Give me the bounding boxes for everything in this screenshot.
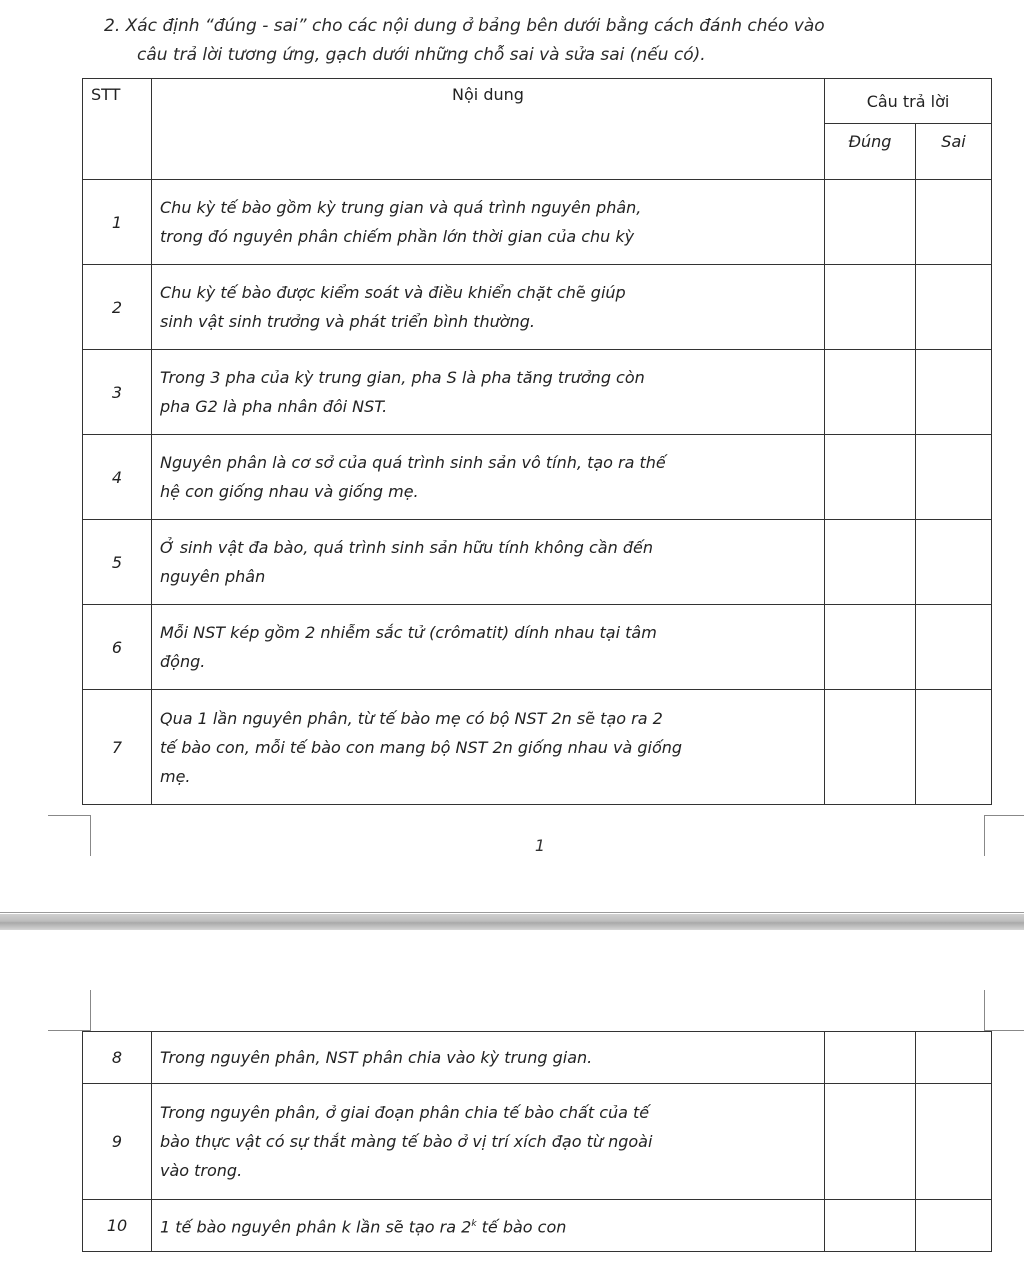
answer-true-cell[interactable] <box>825 180 916 265</box>
answer-false-cell[interactable] <box>916 350 992 435</box>
table-row <box>83 520 992 605</box>
page-number: 1 <box>534 836 546 855</box>
answer-true-cell[interactable] <box>825 520 916 605</box>
answer-true-cell[interactable] <box>825 350 916 435</box>
page-break-line <box>0 912 1024 913</box>
answer-true-cell[interactable] <box>825 605 916 690</box>
header-stt: STT <box>83 79 152 180</box>
answer-true-cell[interactable] <box>825 265 916 350</box>
table-row <box>83 1200 992 1252</box>
answer-true-cell[interactable] <box>825 690 916 805</box>
answer-true-cell[interactable] <box>825 1084 916 1200</box>
row-content: Trong nguyên phân, NST phân chia vào kỳ trung gian. <box>152 1032 825 1084</box>
instruction <box>104 12 984 70</box>
row-number: 7 <box>83 690 152 805</box>
instruction-line-2: câu trả lời tương ứng, gạch dưới những chỗ sai và sửa sai (nếu có). <box>137 45 706 65</box>
row-number: 5 <box>83 520 152 605</box>
table-row <box>83 435 992 520</box>
answer-false-cell[interactable] <box>916 435 992 520</box>
row-content: Qua 1 lần nguyên phân, từ tế bào mẹ có bộ NST 2n sẽ tạo ra 2 tế bào con, mỗi tế bào con mang bộ NST 2n giống nhau và giống mẹ. <box>152 690 825 805</box>
answer-false-cell[interactable] <box>916 605 992 690</box>
table-row <box>83 605 992 690</box>
row-content: Trong nguyên phân, ở giai đoạn phân chia tế bào chất của tế bào thực vật có sự thắt màng tế bào ở vị trí xích đạo từ ngoài vào trong. <box>152 1084 825 1200</box>
table-row <box>83 350 992 435</box>
row-number: 1 <box>83 180 152 265</box>
instruction-line-1: 2. Xác định “đúng - sai” cho các nội dung ở bảng bên dưới bằng cách đánh chéo vào <box>104 16 825 36</box>
answer-true-cell[interactable] <box>825 435 916 520</box>
row-number: 10 <box>83 1200 152 1252</box>
answer-false-cell[interactable] <box>916 1084 992 1200</box>
page-corner-mark <box>48 990 91 1031</box>
row-number: 3 <box>83 350 152 435</box>
row-content: Chu kỳ tế bào được kiểm soát và điều khiển chặt chẽ giúp sinh vật sinh trưởng và phát triển bình thường. <box>152 265 825 350</box>
page-corner-mark <box>48 815 91 856</box>
answer-false-cell[interactable] <box>916 520 992 605</box>
answer-false-cell[interactable] <box>916 265 992 350</box>
header-content: Nội dung <box>152 79 825 180</box>
header-false: Sai <box>916 124 992 180</box>
page-break <box>0 914 1024 930</box>
header-true: Đúng <box>825 124 916 180</box>
row-content: Nguyên phân là cơ sở của quá trình sinh sản vô tính, tạo ra thế hệ con giống nhau và giống mẹ. <box>152 435 825 520</box>
answer-true-cell[interactable] <box>825 1032 916 1084</box>
answer-false-cell[interactable] <box>916 180 992 265</box>
page-corner-mark <box>984 990 1024 1031</box>
table-row <box>83 180 992 265</box>
answer-false-cell[interactable] <box>916 1032 992 1084</box>
row-content: Mỗi NST kép gồm 2 nhiễm sắc tử (crômatit) dính nhau tại tâm động. <box>152 605 825 690</box>
row-number: 9 <box>83 1084 152 1200</box>
row-number: 8 <box>83 1032 152 1084</box>
answer-true-cell[interactable] <box>825 1200 916 1252</box>
row-content: Trong 3 pha của kỳ trung gian, pha S là pha tăng trưởng còn pha G2 là pha nhân đôi NST. <box>152 350 825 435</box>
table-row <box>83 265 992 350</box>
page-corner-mark <box>984 815 1024 856</box>
table-row <box>83 690 992 805</box>
row-content: 1 tế bào nguyên phân k lần sẽ tạo ra 2$^k$ tế bào con <box>152 1200 825 1252</box>
row-number: 2 <box>83 265 152 350</box>
header-answer: Câu trả lời <box>825 79 992 124</box>
row-number: 4 <box>83 435 152 520</box>
row-content: Chu kỳ tế bào gồm kỳ trung gian và quá trình nguyên phân, trong đó nguyên phân chiếm phần lớn thời gian của chu kỳ <box>152 180 825 265</box>
answer-false-cell[interactable] <box>916 690 992 805</box>
row-content: Ở sinh vật đa bào, quá trình sinh sản hữu tính không cần đến nguyên phân <box>152 520 825 605</box>
table-row <box>83 1032 992 1084</box>
table-row <box>83 1084 992 1200</box>
true-false-table-continued <box>82 1031 992 1252</box>
true-false-table <box>82 78 992 805</box>
answer-false-cell[interactable] <box>916 1200 992 1252</box>
row-number: 6 <box>83 605 152 690</box>
